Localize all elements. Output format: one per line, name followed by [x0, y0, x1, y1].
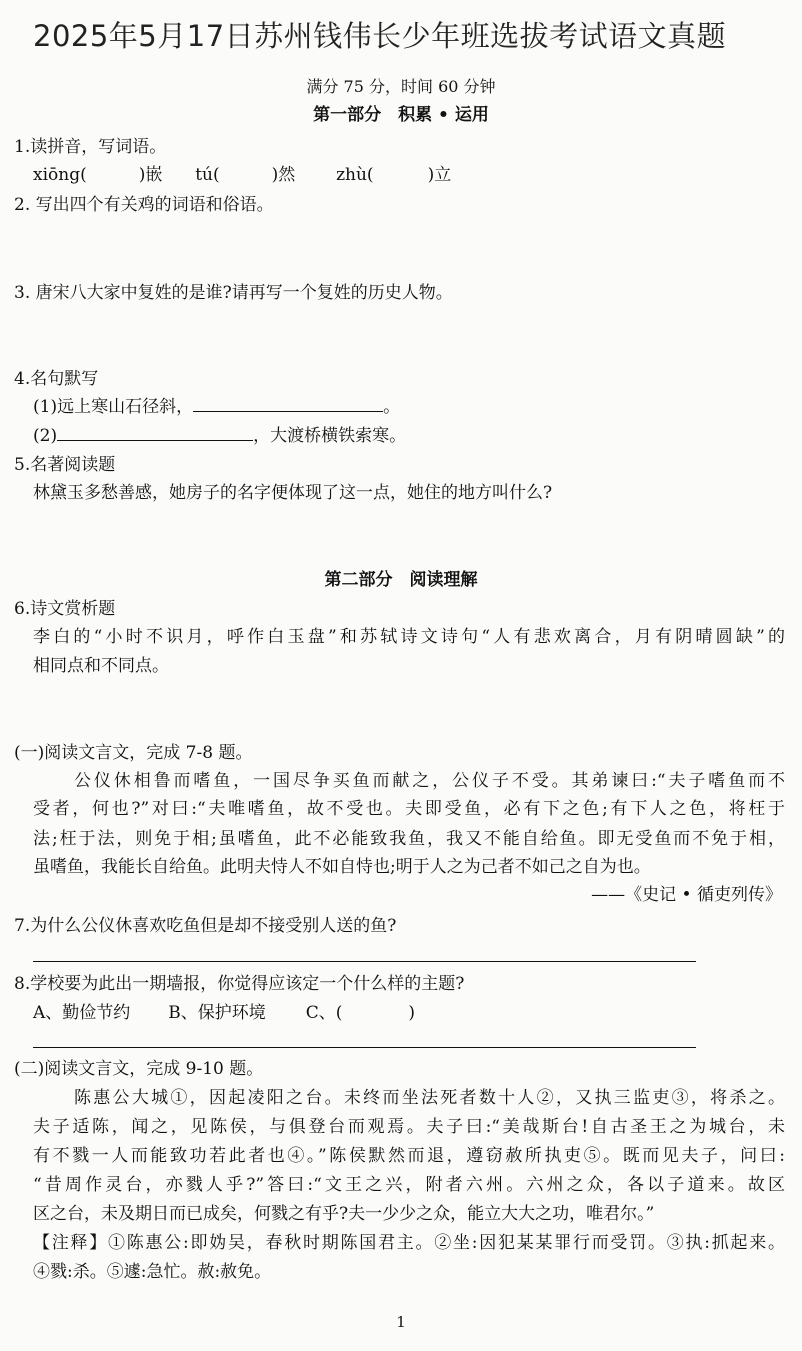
question-8-label: 8.学校要为此出一期墙报，你觉得应该定一个什么样的主题? — [14, 974, 465, 994]
passage-1-line: 公仪休相鲁而嗜鱼，一国尽争买鱼而献之，公仪子不受。其弟谏曰:“夫子嗜鱼而不 — [74, 771, 785, 791]
passage-2-line: “昔周作灵台，亦戮人乎?”答曰:“文王之兴，附者六州。六州之众，各以子道来。故区 — [33, 1175, 785, 1195]
passage-1-line: 受者，何也?”对曰:“夫唯嗜鱼，故不受也。夫即受鱼，必有下之色;有下人之色，将枉于 — [33, 799, 785, 819]
option-c: C、( ) — [305, 1003, 416, 1023]
passage-2-line: 陈惠公大城①，因起凌阳之台。未终而坐法死者数十人②，又执三监吏③，将杀之。 — [74, 1088, 785, 1108]
exam-title: 2025年5月17日苏州钱伟长少年班选拔考试语文真题 — [33, 19, 727, 53]
option-b: B、保护环境 — [168, 1003, 266, 1023]
answer-blank — [193, 396, 383, 412]
question-4-line-1: (1)远上寒山石径斜， 。 — [33, 397, 401, 417]
answer-line — [33, 961, 696, 962]
passage-2-line: 夫子适陈，闻之，见陈侯，与俱登台而观焉。夫子曰:“美哉斯台!自古圣王之为城台，未 — [33, 1117, 785, 1137]
option-a: A、勤俭节约 — [33, 1003, 131, 1023]
passage-1-line: 虽嗜鱼，我能长自给鱼。此明夫恃人不如自恃也;明于人之为己者不如己之自为也。 — [33, 857, 651, 877]
question-5-label: 5.名著阅读题 — [14, 455, 116, 475]
passage-1-intro: (一)阅读文言文，完成 7-8 题。 — [14, 743, 253, 763]
exam-meta: 满分 75 分，时间 60 分钟 — [306, 77, 496, 96]
question-5-text: 林黛玉多愁善感，她房子的名字便体现了这一点，她住的地方叫什么? — [33, 483, 553, 503]
question-1-items — [33, 164, 451, 186]
pinyin-item: tú( )然 — [195, 165, 296, 185]
answer-blank — [57, 425, 253, 441]
passage-1-line: 法;枉于法，则免于相;虽嗜鱼，此不必能致我鱼，我又不能自给鱼。即无受鱼而不免于相， — [33, 829, 785, 849]
passage-2-intro: (二)阅读文言文，完成 9-10 题。 — [14, 1059, 264, 1079]
part1-heading: 第一部分 积累 • 运用 — [313, 105, 489, 125]
part2-heading: 第二部分 阅读理解 — [324, 570, 478, 590]
page-number: 1 — [396, 1313, 406, 1331]
question-6-line-2: 相同点和不同点。 — [33, 656, 169, 676]
question-6-line-1: 李白的“小时不识月，呼作白玉盘”和苏轼诗文诗句“人有悲欢离合，月有阴晴圆缺”的 — [33, 627, 785, 647]
question-1-label: 1.读拼音，写词语。 — [14, 137, 167, 157]
question-7: 7.为什么公仪休喜欢吃鱼但是却不接受别人送的鱼? — [14, 916, 397, 936]
question-6-label: 6.诗文赏析题 — [14, 599, 116, 619]
pinyin-item: xiōng( )嵌 — [33, 165, 163, 185]
pinyin-item: zhù( )立 — [336, 165, 452, 185]
question-8-options — [33, 1002, 415, 1024]
question-4-line-2: (2) ，大渡桥横铁索寒。 — [33, 426, 407, 446]
passage-2-note-2: ④戮:杀。⑤遽:急忙。赦:赦免。 — [33, 1262, 272, 1282]
passage-2-note-1: 【注释】①陈惠公:即妫吴，春秋时期陈国君主。②坐:因犯某某罪行而受罚。③执:抓起来。 — [33, 1233, 785, 1253]
passage-2-line: 区之台，未及期日而已成矣，何戮之有乎?夫一少少之众，能立大大之功，唯君尔。” — [33, 1204, 655, 1224]
question-3: 3. 唐宋八大家中复姓的是谁?请再写一个复姓的历史人物。 — [14, 283, 453, 303]
answer-line — [33, 1047, 696, 1048]
passage-2-line: 有不戮一人而能致功若此者也④。”陈侯默然而退，遵窃赦所执吏⑤。既而见夫子，问曰: — [33, 1146, 785, 1166]
question-2: 2. 写出四个有关鸡的词语和俗语。 — [14, 195, 274, 215]
passage-1-source: ——《史记 • 循吏列传》 — [591, 885, 782, 905]
question-4-label: 4.名句默写 — [14, 369, 99, 389]
